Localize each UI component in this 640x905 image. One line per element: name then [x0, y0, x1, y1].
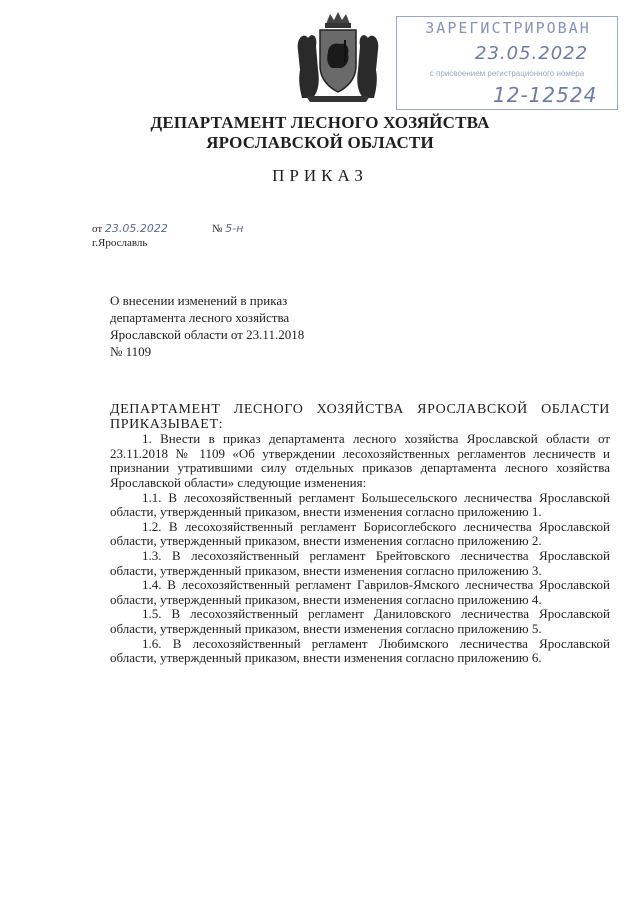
date-label: от	[92, 223, 103, 235]
registration-stamp	[396, 16, 618, 110]
coat-of-arms-icon	[292, 10, 384, 104]
city-label: г.Ярославль	[92, 237, 148, 249]
stamp-date: 23.05.2022	[475, 43, 589, 64]
subject-line: Ярославской области от 23.11.2018	[110, 327, 305, 342]
item-1-4: 1.4. В лесохозяйственный регламент Гаврилов-Ямского лесничества Ярославской области, утвержденный приказом, внести изменения согласно приложению 4.	[110, 577, 610, 607]
org-name-line-2: ЯРОСЛАВСКОЙ ОБЛАСТИ	[206, 133, 434, 152]
order-date: 23.05.2022	[104, 222, 168, 235]
subject-line: О внесении изменений в приказ	[110, 293, 288, 308]
subject-line: № 1109	[110, 344, 152, 359]
item-1-2: 1.2. В лесохозяйственный регламент Борисоглебского лесничества Ярославской области, утвержденный приказом, внести изменения согласно приложению 2.	[110, 518, 610, 549]
order-lead: ДЕПАРТАМЕНТ ЛЕСНОГО ХОЗЯЙСТВА ЯРОСЛАВСКОЙ ОБЛАСТИ ПРИКАЗЫВАЕТ:	[110, 402, 610, 432]
stamp-number: 12-12524	[493, 83, 598, 107]
document-type-title: ПРИКАЗ	[272, 166, 368, 185]
item-1-6: 1.6. В лесохозяйственный регламент Любимского лесничества Ярославской области, утвержденный приказом, внести изменения согласно приложению 6.	[110, 635, 610, 666]
order-number: 5-н	[225, 222, 244, 235]
item-1-3: 1.3. В лесохозяйственный регламент Брейтовского лесничества Ярославской области, утвержденный приказом, внести изменения согласно приложению 3.	[110, 547, 610, 578]
order-subject	[110, 292, 370, 360]
number-label: №	[212, 223, 223, 235]
subject-line: департамента лесного хозяйства	[110, 310, 290, 325]
org-name-line-1: ДЕПАРТАМЕНТ ЛЕСНОГО ХОЗЯЙСТВА	[150, 113, 490, 132]
item-1-1: 1.1. В лесохозяйственный регламент Большесельского лесничества Ярославской области, утвержденный приказом, внести изменения согласно приложению 1.	[110, 489, 610, 520]
order-body	[110, 403, 610, 666]
item-1-5: 1.5. В лесохозяйственный регламент Даниловского лесничества Ярославской области, утвержденный приказом, внести изменения согласно приложению 5.	[110, 606, 610, 636]
order-number-row	[212, 222, 243, 235]
stamp-note: с присвоением регистрационного номера	[429, 69, 585, 78]
paragraph-1: 1. Внести в приказ департамента лесного хозяйства Ярославской области от 23.11.2018 № 1109 «Об утверждении лесохозяйственных регламентов лесничеств и признании утратившими силу отдельных приказов департамента лесного хозяйства Ярославской области» следующие изменения:	[110, 431, 610, 490]
order-date-row	[92, 222, 168, 235]
stamp-title: ЗАРЕГИСТРИРОВАН	[425, 19, 591, 37]
